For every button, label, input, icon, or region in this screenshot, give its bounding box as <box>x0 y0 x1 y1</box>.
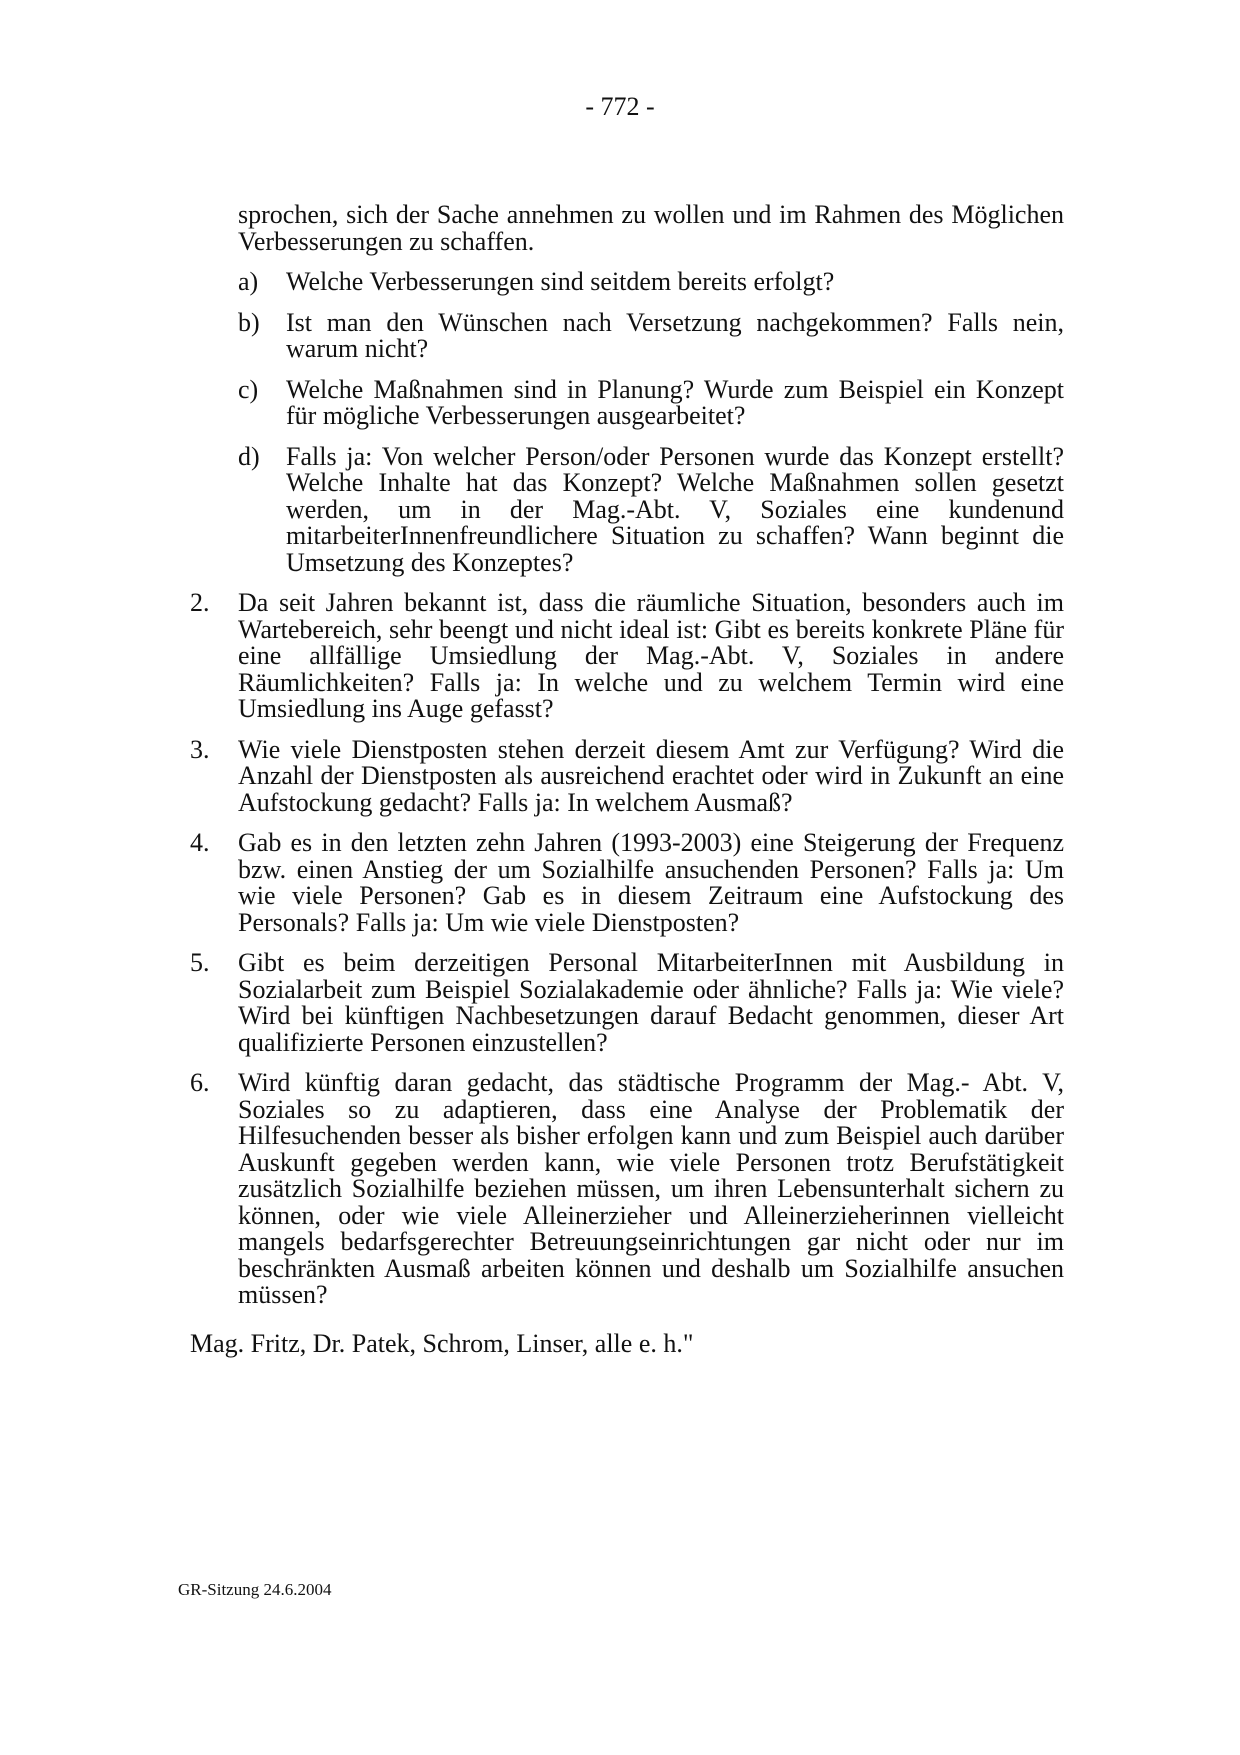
sub-question-label: c) <box>238 374 259 404</box>
sub-question-list <box>0 269 1240 576</box>
question-4 <box>190 830 1064 936</box>
question-number: 6. <box>190 1068 210 1097</box>
sub-question-c <box>238 374 1064 430</box>
question-number: 5. <box>190 948 210 977</box>
document-body <box>0 202 1240 1357</box>
question-3 <box>190 734 1064 817</box>
intro-paragraph: sprochen, sich der Sache annehmen zu wollen und im Rahmen des Möglichen Verbesserungen zu schaffen. <box>238 200 1064 256</box>
sub-question-b <box>238 307 1064 363</box>
sub-question-label: a) <box>238 267 259 296</box>
sub-question-a <box>238 269 1064 296</box>
question-list <box>0 590 1240 1309</box>
sub-question-text: Falls ja: Von welcher Person/oder Personen wurde das Konzept erstellt? Welche Inhalte hat das Konzept? Welche Maßnahmen sollen gesetzt werden, um in der Mag.-Abt. V, Soziales eine kundenund mitarbeiterInnenfreundlichere Situation zu schaffen? Wann beginnt die Umsetzung des Konzeptes? <box>286 441 1064 577</box>
question-5 <box>190 950 1064 1056</box>
footer-session-date: GR-Sitzung 24.6.2004 <box>178 1580 332 1599</box>
sub-question-text: Welche Verbesserungen sind seitdem bereits erfolgt? <box>286 267 835 296</box>
sub-question-text: Welche Maßnahmen sind in Planung? Wurde zum Beispiel ein Konzept für mögliche Verbesserungen ausgearbeitet? <box>286 374 1064 430</box>
question-text: Gibt es beim derzeitigen Personal MitarbeiterInnen mit Ausbildung in Sozialarbeit zum Beispiel Sozialakademie oder ähnliche? Falls ja: Wie viele? Wird bei künftigen Nachbesetzungen darauf Bedacht genommen, dieser Art qualifizierte Personen einzustellen? <box>238 948 1064 1057</box>
signature-line: Mag. Fritz, Dr. Patek, Schrom, Linser, alle e. h." <box>190 1328 694 1358</box>
question-6 <box>190 1070 1064 1309</box>
question-2 <box>190 590 1064 723</box>
sub-question-label: d) <box>238 441 260 471</box>
question-number: 3. <box>190 734 210 764</box>
question-number: 2. <box>190 588 210 617</box>
question-number: 4. <box>190 828 210 857</box>
sub-question-label: b) <box>238 307 260 337</box>
sub-question-d <box>238 441 1064 577</box>
question-text: Gab es in den letzten zehn Jahren (1993-2003) eine Steigerung der Frequenz bzw. einen Anstieg der um Sozialhilfe ansuchenden Personen? Falls ja: Um wie viele Personen? Gab es in diesem Zeitraum eine Aufstockung des Personals? Falls ja: Um wie viele Dienstposten? <box>238 828 1064 937</box>
question-text: Wie viele Dienstposten stehen derzeit diesem Amt zur Verfügung? Wird die Anzahl der Dienstposten als ausreichend erachtet oder wird in Zukunft an eine Aufstockung gedacht? Falls ja: In welchem Ausmaß? <box>238 734 1064 817</box>
question-text: Wird künftig daran gedacht, das städtische Programm der Mag.- Abt. V, Soziales so zu adaptieren, dass eine Analyse der Problematik der Hilfesuchenden besser als bisher erfolgen kann und zum Beispiel auch darüber Auskunft gegeben werden kann, wie viele Personen trotz Berufstätigkeit zusätzlich Sozialhilfe beziehen müssen, um ihren Lebensunterhalt sichern zu können, oder wie viele Alleinerzieher und Alleinerzieherinnen vielleicht mangels bedarfsgerechter Betreuungseinrichtungen gar nicht oder nur im beschränkten Ausmaß arbeiten können und deshalb um Sozialhilfe ansuchen müssen? <box>238 1068 1064 1309</box>
page-number: - 772 - <box>585 92 655 121</box>
question-text: Da seit Jahren bekannt ist, dass die räumliche Situation, besonders auch im Wartebereich, sehr beengt und nicht ideal ist: Gibt es bereits konkrete Pläne für eine allfällige Umsiedlung der Mag.-Abt. V, Soziales in andere Räumlichkeiten? Falls ja: In welche und zu welchem Termin wird eine Umsiedlung ins Auge gefasst? <box>238 588 1064 723</box>
sub-question-text: Ist man den Wünschen nach Versetzung nachgekommen? Falls nein, warum nicht? <box>286 307 1064 363</box>
